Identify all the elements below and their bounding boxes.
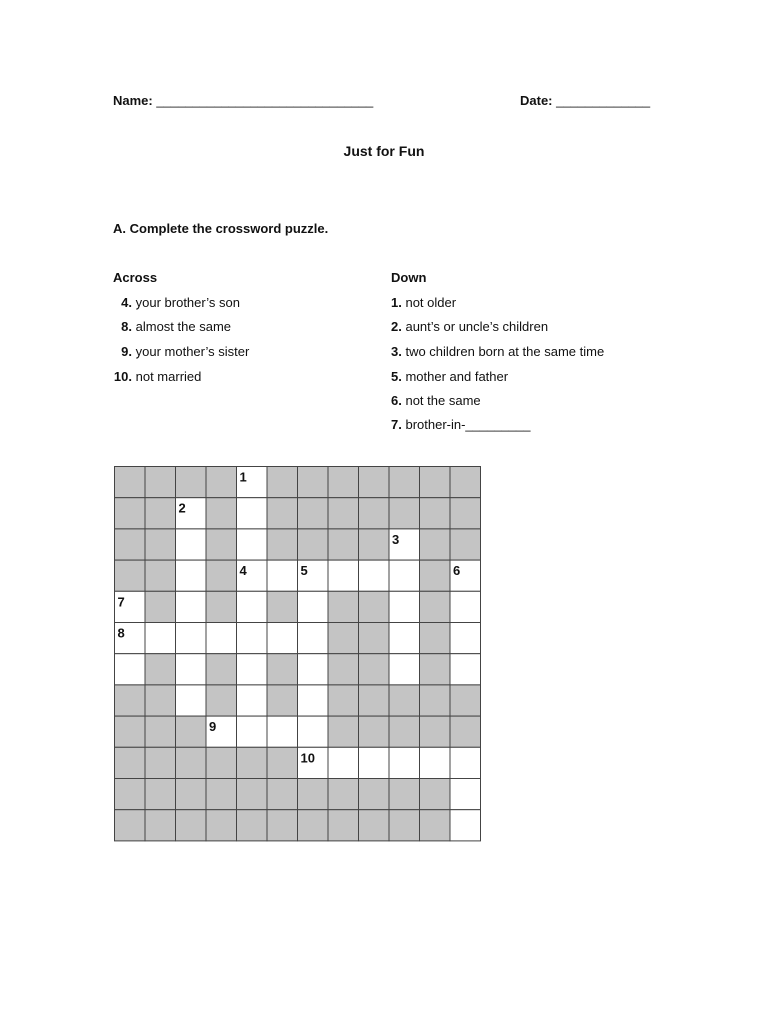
name-label: Name: xyxy=(113,93,153,108)
grid-cell-blocked xyxy=(267,529,298,560)
crossword-grid xyxy=(114,466,483,846)
grid-cell-blocked xyxy=(176,747,207,778)
grid-cell-blocked xyxy=(267,685,298,716)
grid-clue-number: 4 xyxy=(239,563,247,579)
clue-number: 6. xyxy=(391,393,402,408)
grid-clue-number: 3 xyxy=(392,531,400,547)
grid-cell-open[interactable] xyxy=(267,623,298,654)
grid-cell-open[interactable] xyxy=(450,810,481,841)
grid-cell-open[interactable] xyxy=(237,716,268,747)
grid-cell-blocked xyxy=(298,810,329,841)
grid-cell-blocked xyxy=(450,498,481,529)
grid-cell-open[interactable] xyxy=(237,654,268,685)
grid-cell-blocked xyxy=(206,529,237,560)
grid-cell-open[interactable] xyxy=(206,623,237,654)
grid-clue-number: 1 xyxy=(239,469,247,485)
grid-cell-open[interactable] xyxy=(237,685,268,716)
grid-cell-blocked xyxy=(359,591,390,622)
grid-clue-number: 9 xyxy=(209,719,217,735)
down-clue xyxy=(391,319,548,334)
grid-cell-blocked xyxy=(145,779,176,810)
clue-text: mother and father xyxy=(405,369,509,384)
grid-cell-blocked xyxy=(359,685,390,716)
grid-cell-blocked xyxy=(420,591,451,622)
grid-cell-blocked xyxy=(420,685,451,716)
grid-cell-open[interactable] xyxy=(176,560,207,591)
grid-cell-blocked xyxy=(115,529,146,560)
clue-text: not married xyxy=(135,369,202,384)
clue-number: 4. xyxy=(121,295,132,310)
grid-cell-blocked xyxy=(420,498,451,529)
grid-cell-blocked xyxy=(420,810,451,841)
grid-cell-blocked xyxy=(328,685,359,716)
grid-cell-blocked xyxy=(450,529,481,560)
grid-cell-blocked xyxy=(145,591,176,622)
grid-cell-open[interactable] xyxy=(145,623,176,654)
grid-clue-number: 8 xyxy=(117,625,125,641)
clue-number: 9. xyxy=(121,344,132,359)
grid-cell-blocked xyxy=(145,654,176,685)
grid-cell-blocked xyxy=(328,716,359,747)
date-label: Date: xyxy=(520,93,553,108)
across-clue xyxy=(113,344,249,359)
grid-cell-blocked xyxy=(145,560,176,591)
grid-cell-blocked xyxy=(359,467,390,498)
grid-cell-blocked xyxy=(389,810,420,841)
grid-cell-open[interactable] xyxy=(450,623,481,654)
grid-cell-blocked xyxy=(115,810,146,841)
grid-cell-blocked xyxy=(389,498,420,529)
clue-number: 2. xyxy=(391,319,402,334)
grid-cell-blocked xyxy=(145,685,176,716)
grid-cell-open[interactable] xyxy=(389,654,420,685)
grid-cell-blocked xyxy=(420,560,451,591)
grid-cell-open[interactable] xyxy=(237,591,268,622)
grid-cell-blocked xyxy=(176,779,207,810)
grid-cell-blocked xyxy=(206,560,237,591)
date-field[interactable] xyxy=(520,93,650,108)
grid-cell-open[interactable] xyxy=(176,623,207,654)
grid-cell-blocked xyxy=(359,716,390,747)
grid-cell-open[interactable] xyxy=(176,529,207,560)
grid-cell-blocked xyxy=(206,779,237,810)
grid-cell-blocked xyxy=(328,529,359,560)
clue-text: aunt’s or uncle’s children xyxy=(405,319,549,334)
grid-cell-blocked xyxy=(420,779,451,810)
grid-cell-blocked xyxy=(450,685,481,716)
clue-text: your mother’s sister xyxy=(135,344,250,359)
grid-cell-blocked xyxy=(206,467,237,498)
grid-cell-blocked xyxy=(450,716,481,747)
grid-cell-blocked xyxy=(206,685,237,716)
down-clue xyxy=(391,344,604,359)
grid-cell-blocked xyxy=(298,529,329,560)
grid-cell-blocked xyxy=(237,747,268,778)
clue-number: 10. xyxy=(113,369,132,384)
name-blank[interactable]: ______________________________ xyxy=(156,93,374,108)
grid-cell-blocked xyxy=(267,591,298,622)
clue-text: not older xyxy=(405,295,457,310)
instruction: A. Complete the crossword puzzle. xyxy=(113,221,329,236)
clue-text: two children born at the same time xyxy=(405,344,605,359)
grid-cell-blocked xyxy=(115,716,146,747)
grid-cell-blocked xyxy=(298,467,329,498)
grid-cell-blocked xyxy=(237,779,268,810)
grid-cell-blocked xyxy=(420,623,451,654)
grid-cell-open[interactable] xyxy=(389,623,420,654)
down-clue xyxy=(391,393,481,408)
across-clue xyxy=(113,295,240,310)
grid-clue-number: 2 xyxy=(178,500,186,516)
grid-cell-blocked xyxy=(176,716,207,747)
grid-cell-open[interactable] xyxy=(267,560,298,591)
grid-cell-blocked xyxy=(359,623,390,654)
grid-cell-blocked xyxy=(145,467,176,498)
grid-cell-blocked xyxy=(115,747,146,778)
clue-text: almost the same xyxy=(135,319,231,334)
grid-cell-open[interactable] xyxy=(389,747,420,778)
grid-cell-open[interactable] xyxy=(420,747,451,778)
grid-clue-number: 5 xyxy=(300,563,308,579)
grid-cell-blocked xyxy=(237,810,268,841)
grid-cell-blocked xyxy=(389,779,420,810)
grid-cell-blocked xyxy=(328,623,359,654)
grid-cell-blocked xyxy=(115,467,146,498)
grid-cell-open[interactable] xyxy=(328,747,359,778)
grid-cell-blocked xyxy=(267,498,298,529)
grid-cell-blocked xyxy=(267,654,298,685)
across-heading: Across xyxy=(113,270,158,285)
grid-cell-blocked xyxy=(420,529,451,560)
grid-cell-open[interactable] xyxy=(298,716,329,747)
grid-cell-blocked xyxy=(206,654,237,685)
grid-cell-blocked xyxy=(267,810,298,841)
grid-cell-blocked xyxy=(267,747,298,778)
grid-cell-blocked xyxy=(450,467,481,498)
grid-clue-number: 10 xyxy=(300,750,315,766)
grid-cell-blocked xyxy=(420,467,451,498)
grid-cell-open[interactable] xyxy=(176,654,207,685)
grid-cell-open[interactable] xyxy=(298,685,329,716)
grid-cell-blocked xyxy=(298,498,329,529)
grid-cell-blocked xyxy=(298,779,329,810)
grid-cell-blocked xyxy=(115,498,146,529)
grid-cell-blocked xyxy=(145,529,176,560)
grid-cell-open[interactable] xyxy=(298,591,329,622)
grid-cell-blocked xyxy=(176,467,207,498)
grid-cell-blocked xyxy=(328,810,359,841)
grid-cell-blocked xyxy=(206,591,237,622)
grid-cell-open[interactable] xyxy=(267,716,298,747)
grid-cell-blocked xyxy=(359,498,390,529)
grid-cell-blocked xyxy=(145,716,176,747)
page-title: Just for Fun xyxy=(343,143,425,159)
across-clue xyxy=(113,369,201,384)
name-field[interactable] xyxy=(113,93,373,108)
grid-cell-open[interactable] xyxy=(298,623,329,654)
grid-cell-open[interactable] xyxy=(176,591,207,622)
grid-cell-blocked xyxy=(206,810,237,841)
grid-cell-blocked xyxy=(267,467,298,498)
down-clue xyxy=(391,369,508,384)
grid-cell-blocked xyxy=(267,779,298,810)
clue-number: 7. xyxy=(391,417,402,432)
grid-cell-blocked xyxy=(145,498,176,529)
grid-cell-blocked xyxy=(328,654,359,685)
grid-cell-open[interactable] xyxy=(389,591,420,622)
grid-cell-blocked xyxy=(115,685,146,716)
clue-number: 3. xyxy=(391,344,402,359)
grid-cell-blocked xyxy=(389,716,420,747)
grid-cell-blocked xyxy=(359,654,390,685)
grid-cell-blocked xyxy=(359,779,390,810)
grid-cell-open[interactable] xyxy=(237,498,268,529)
down-clue xyxy=(391,417,531,432)
grid-cell-blocked xyxy=(420,716,451,747)
clue-number: 1. xyxy=(391,295,402,310)
grid-cell-open[interactable] xyxy=(298,654,329,685)
grid-cell-open[interactable] xyxy=(176,685,207,716)
date-blank[interactable]: _____________ xyxy=(556,93,651,108)
grid-cell-open[interactable] xyxy=(450,654,481,685)
grid-cell-blocked xyxy=(176,810,207,841)
grid-cell-blocked xyxy=(359,529,390,560)
clue-number: 8. xyxy=(121,319,132,334)
clue-number: 5. xyxy=(391,369,402,384)
grid-cell-blocked xyxy=(359,810,390,841)
grid-cell-blocked xyxy=(206,498,237,529)
grid-cell-blocked xyxy=(328,591,359,622)
grid-cell-open[interactable] xyxy=(359,560,390,591)
grid-cell-open[interactable] xyxy=(237,529,268,560)
clue-text: brother-in-_________ xyxy=(405,417,531,432)
grid-clue-number: 7 xyxy=(117,594,125,610)
grid-cell-blocked xyxy=(389,685,420,716)
down-clue xyxy=(391,295,456,310)
grid-cell-open[interactable] xyxy=(389,560,420,591)
grid-cell-blocked xyxy=(389,467,420,498)
grid-cell-open[interactable] xyxy=(237,623,268,654)
grid-clue-number: 6 xyxy=(453,563,461,579)
grid-cell-blocked xyxy=(206,747,237,778)
down-heading: Down xyxy=(391,270,427,285)
grid-cell-open[interactable] xyxy=(359,747,390,778)
grid-cell-blocked xyxy=(115,779,146,810)
grid-cell-blocked xyxy=(328,498,359,529)
grid-cell-open[interactable] xyxy=(450,591,481,622)
grid-cell-blocked xyxy=(328,779,359,810)
grid-cell-open[interactable] xyxy=(450,779,481,810)
grid-cell-blocked xyxy=(145,810,176,841)
across-clue xyxy=(113,319,231,334)
grid-cell-blocked xyxy=(115,560,146,591)
grid-cell-blocked xyxy=(420,654,451,685)
clue-text: your brother’s son xyxy=(135,295,240,310)
clue-text: not the same xyxy=(405,393,481,408)
grid-cell-open[interactable] xyxy=(328,560,359,591)
grid-cell-open[interactable] xyxy=(450,747,481,778)
grid-cell-blocked xyxy=(145,747,176,778)
grid-cell-blocked xyxy=(328,467,359,498)
grid-cell-open[interactable] xyxy=(115,654,146,685)
